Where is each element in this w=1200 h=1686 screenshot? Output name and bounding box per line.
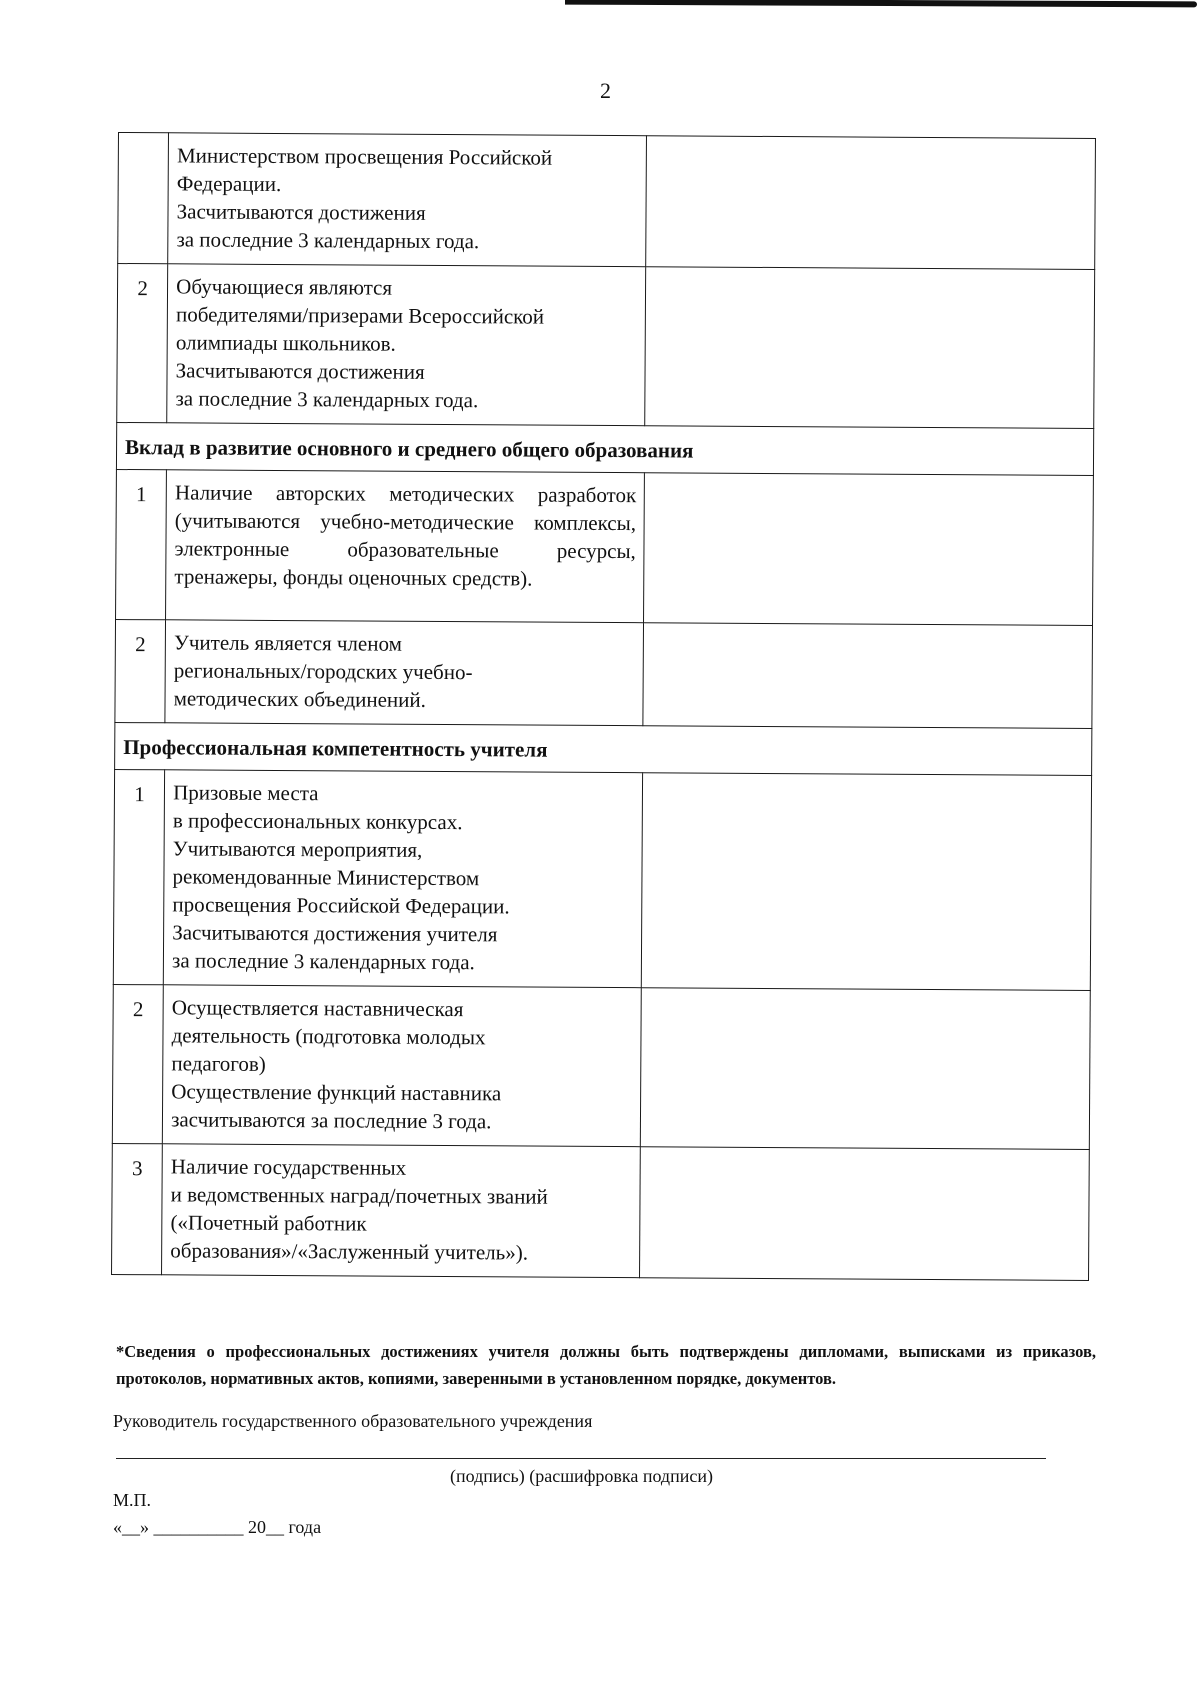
row-number: 2: [117, 264, 168, 423]
criterion-line: Обучающиеся являются: [176, 274, 393, 300]
criterion-line: Наличие государственных: [170, 1154, 407, 1180]
criterion-text: [162, 985, 641, 1147]
signature-line: [116, 1458, 1046, 1459]
criterion-line: («Почетный работник: [170, 1210, 367, 1236]
section-header-row: [116, 422, 1093, 475]
criterion-line: Засчитываются достижения учителя: [172, 920, 498, 947]
criterion-line: деятельность (подготовка молодых: [171, 1023, 486, 1050]
value-cell: [643, 623, 1092, 729]
criterion-line: Учитываются мероприятия,: [172, 836, 423, 862]
criterion-line: региональных/городских учебно-: [173, 658, 473, 685]
table-row: [112, 1143, 1090, 1280]
table-row: [118, 133, 1096, 270]
value-cell: [644, 473, 1094, 626]
row-number: 2: [112, 984, 163, 1143]
criterion-line: Министерством просвещения Российской: [176, 143, 553, 170]
table-row: [115, 619, 1093, 728]
criterion-text: [166, 470, 645, 623]
row-number: [118, 133, 169, 264]
value-cell: [642, 773, 1092, 991]
stamp-label: М.П.: [113, 1490, 152, 1510]
section-header-row: [115, 722, 1092, 775]
table-row: [116, 469, 1094, 625]
criterion-text: [167, 264, 646, 426]
table-row: [112, 984, 1090, 1149]
row-number: 1: [113, 769, 164, 984]
value-cell: [640, 1147, 1089, 1281]
value-cell: [646, 136, 1095, 270]
criterion-line: рекомендованные Министерством: [172, 864, 480, 891]
criterion-line: просвещения Российской Федерации.: [172, 892, 510, 919]
criterion-line: Наличие авторских методических разработок (учитываются учебно-методические комплексы, электронные образовательные ресурсы, тренажеры, фонды оценочных средств).: [174, 480, 637, 591]
criterion-line: Осуществление функций наставника: [171, 1079, 502, 1106]
criterion-line: победителями/призерами Всероссийской: [175, 302, 545, 329]
criterion-line: в профессиональных конкурсах.: [172, 808, 463, 835]
head-of-institution-label: Руководитель государственного образовательного учреждения: [113, 1411, 593, 1431]
criteria-table: [111, 132, 1096, 1281]
criterion-line: и ведомственных наград/почетных званий: [170, 1182, 548, 1209]
criterion-text: [168, 133, 647, 267]
criterion-line: Засчитываются достижения: [175, 358, 425, 384]
criterion-line: за последние 3 календарных года.: [175, 386, 479, 413]
criterion-text: [165, 620, 644, 726]
criterion-line: Федерации.: [176, 171, 282, 196]
scan-edge-mark: [565, 0, 1197, 7]
footnote: *Сведения о профессиональных достижениях учителя должны быть подтверждены дипломами, выписками из приказов, протоколов, нормативных актов, копиями, заверенными в установленном порядке, документов.: [116, 1342, 1096, 1388]
criterion-text: [162, 1144, 641, 1278]
section-title: Вклад в развитие основного и среднего общего образования: [116, 422, 1093, 475]
criterion-line: за последние 3 календарных года.: [176, 227, 480, 254]
row-number: 2: [115, 619, 166, 722]
section-title: Профессиональная компетентность учителя: [115, 722, 1092, 775]
value-cell: [641, 988, 1091, 1150]
signature-caption: (подпись) (расшифровка подписи): [450, 1466, 713, 1486]
date-line: «__» __________ 20__ года: [113, 1517, 322, 1537]
criterion-line: засчитываются за последние 3 года.: [171, 1107, 492, 1134]
criterion-line: Учитель является членом: [173, 630, 402, 656]
criterion-text: [163, 770, 643, 988]
criterion-line: методических объединений.: [173, 686, 427, 712]
criterion-line: олимпиады школьников.: [175, 330, 396, 356]
criterion-line: педагогов): [171, 1051, 266, 1076]
criterion-line: Осуществляется наставническая: [171, 995, 464, 1022]
page-number: 2: [600, 78, 611, 103]
criterion-line: Засчитываются достижения: [176, 199, 426, 225]
table-row: [113, 769, 1091, 990]
criterion-line: Призовые места: [173, 780, 319, 806]
row-number: 1: [116, 469, 167, 619]
row-number: 3: [112, 1143, 163, 1274]
table-row: [117, 264, 1095, 429]
criterion-line: образования»/«Заслуженный учитель»).: [170, 1238, 529, 1265]
criterion-line: за последние 3 календарных года.: [172, 948, 475, 975]
value-cell: [645, 267, 1095, 429]
